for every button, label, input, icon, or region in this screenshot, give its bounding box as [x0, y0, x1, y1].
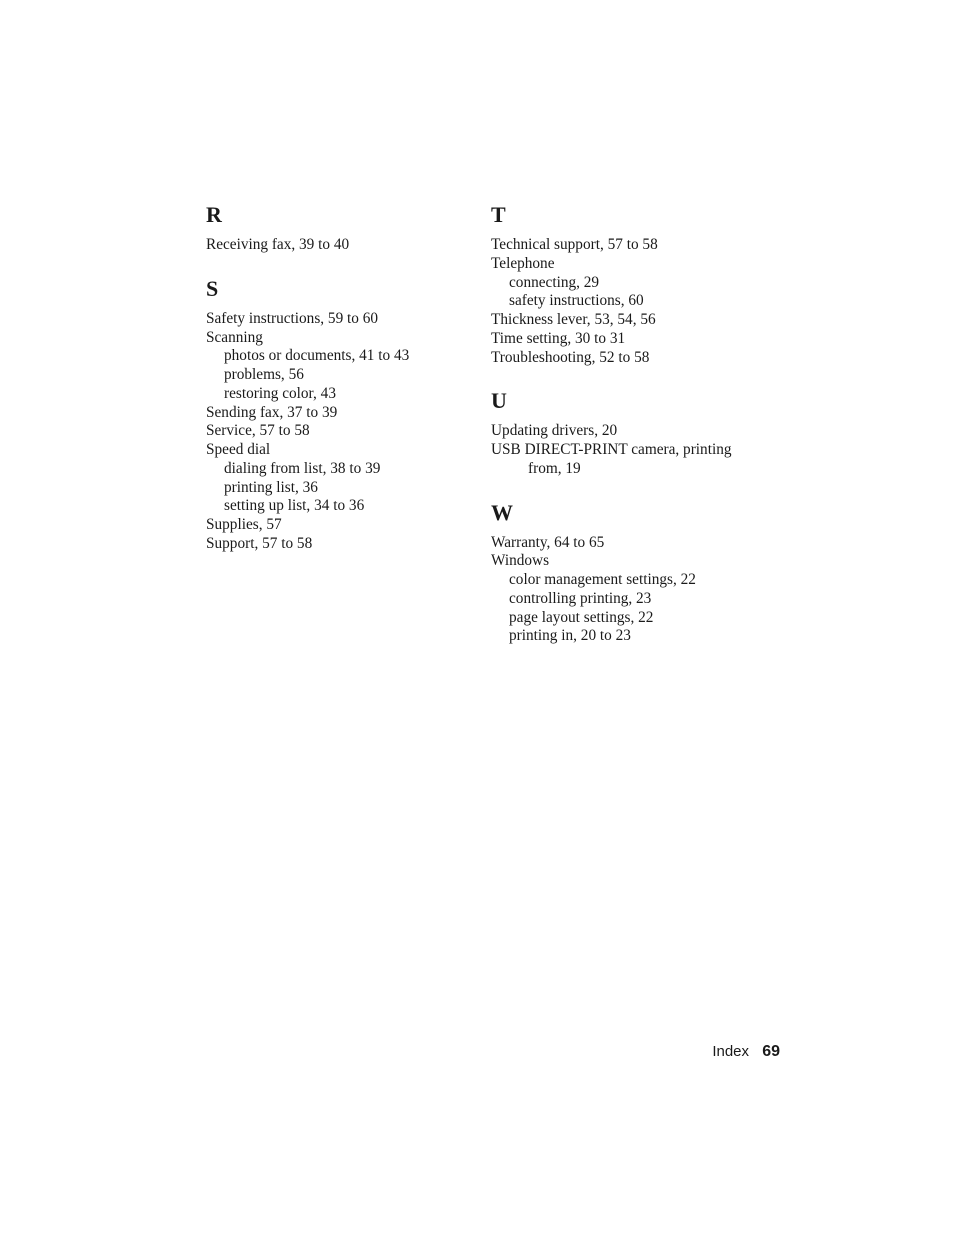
index-entry: Support, 57 to 58 [206, 534, 313, 552]
index-entry: Speed dial [206, 441, 271, 458]
index-entry: Telephone [491, 254, 555, 272]
index-subentry: safety instructions, 60 [509, 292, 644, 310]
section-letter-heading: T [491, 202, 506, 227]
index-entry: Windows [491, 552, 550, 570]
index-subentry: page layout settings, 22 [509, 608, 654, 626]
index-section-s [206, 274, 456, 554]
index-section-t [491, 200, 781, 367]
index-subentry: problems, 56 [224, 366, 304, 383]
section-letter-heading: U [491, 388, 507, 414]
page-footer [640, 1040, 780, 1064]
index-entry-continuation: from, 19 [528, 459, 581, 477]
page-number: 69 [762, 1043, 780, 1060]
section-letter-heading: R [206, 202, 222, 227]
index-entry: Safety instructions, 59 to 60 [206, 309, 379, 327]
index-entry: Service, 57 to 58 [206, 422, 310, 440]
index-subentry: color management settings, 22 [509, 571, 696, 588]
index-subentry: photos or documents, 41 to 43 [224, 347, 410, 365]
index-entry: Time setting, 30 to 31 [491, 329, 626, 347]
index-subentry: printing in, 20 to 23 [509, 627, 631, 645]
section-letter-heading: S [206, 275, 219, 301]
index-column-left [206, 200, 456, 573]
index-subentry: setting up list, 34 to 36 [224, 497, 365, 515]
index-section-u [491, 386, 781, 478]
index-entry: Warranty, 64 to 65 [491, 533, 605, 551]
index-section-r [206, 200, 456, 255]
index-subentry: dialing from list, 38 to 39 [224, 459, 381, 477]
index-entry: Troubleshooting, 52 to 58 [491, 348, 650, 366]
index-subentry: controlling printing, 23 [509, 589, 652, 607]
index-entry: Thickness lever, 53, 54, 56 [491, 311, 656, 328]
index-subentry: restoring color, 43 [224, 384, 336, 402]
index-entry: Scanning [206, 328, 263, 346]
index-entry: Receiving fax, 39 to 40 [206, 236, 350, 253]
index-subentry: connecting, 29 [509, 273, 600, 291]
index-entry: Supplies, 57 [206, 516, 282, 533]
index-entry: Updating drivers, 20 [491, 422, 618, 440]
index-section-w [491, 498, 781, 647]
section-letter-heading: W [491, 499, 513, 525]
footer-section-label: Index [712, 1043, 750, 1060]
index-entry: Sending fax, 37 to 39 [206, 403, 338, 421]
index-entry: Technical support, 57 to 58 [491, 236, 658, 253]
index-column-right [491, 200, 781, 665]
index-entry: USB DIRECT-PRINT camera, printing [491, 441, 732, 458]
index-subentry: printing list, 36 [224, 478, 318, 496]
